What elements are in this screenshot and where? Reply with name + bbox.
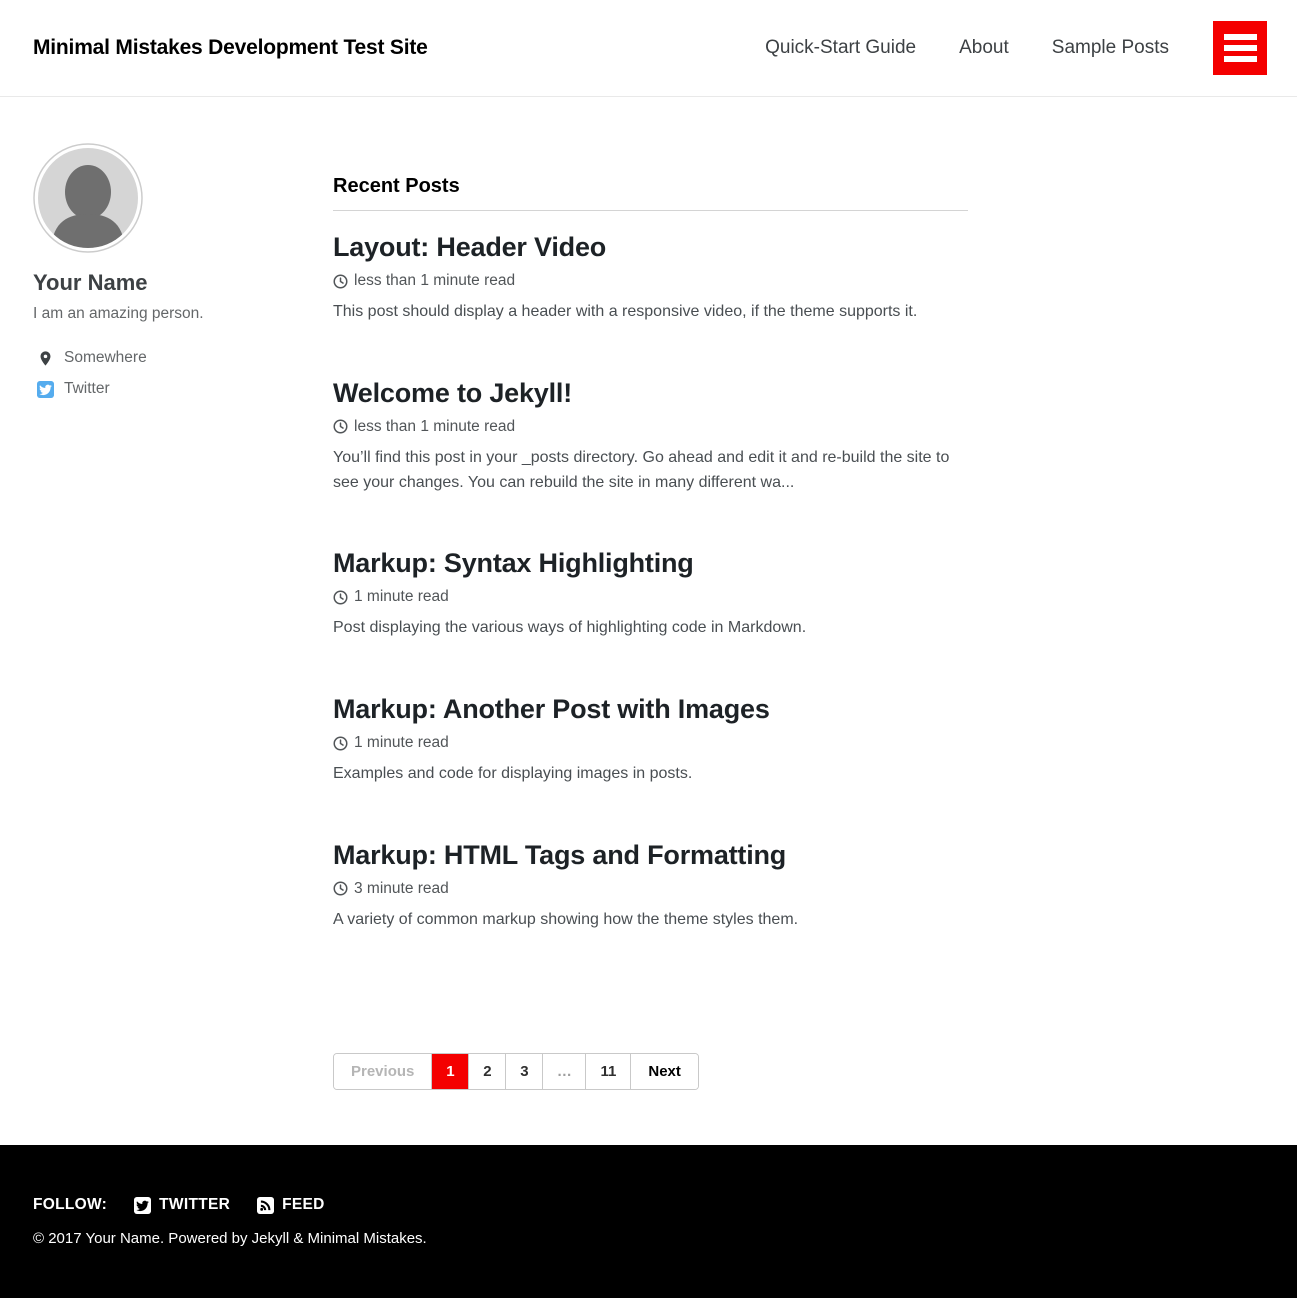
recent-posts-section [333,97,968,1145]
site-title[interactable]: Minimal Mistakes Development Test Site [33,36,428,59]
nav-link-about[interactable]: About [959,37,1009,58]
person-silhouette-icon [33,143,143,253]
pagination-page-3[interactable]: 3 [506,1054,543,1089]
location-pin-icon [37,350,54,367]
nav-link-sample-posts[interactable]: Sample Posts [1051,37,1169,58]
hamburger-menu-button[interactable] [1213,21,1267,75]
post-title-link[interactable]: Markup: Syntax Highlighting [333,548,694,579]
post-excerpt: You’ll find this post in your _posts directory. Go ahead and edit it and re-build the site to see your changes. You can rebuild the site in many different wa... [333,448,950,491]
masthead-nav [765,37,1169,59]
post-excerpt: Examples and code for displaying images in posts. [333,765,693,783]
footer-follow-row [33,1196,1264,1214]
post-read-time: 1 minute read [333,734,968,752]
post-title-link[interactable]: Markup: HTML Tags and Formatting [333,839,787,870]
page-content [0,97,1297,1145]
page-title: Recent Posts [333,175,968,211]
author-links [33,349,333,398]
clock-icon [333,274,348,289]
post-title-link[interactable]: Welcome to Jekyll! [333,377,572,408]
post-title-link[interactable]: Layout: Header Video [333,232,607,262]
pagination-page-2[interactable]: 2 [469,1054,506,1089]
rss-square-icon [257,1197,274,1214]
twitter-square-icon [134,1197,151,1214]
twitter-icon [37,381,54,398]
post-excerpt: Post displaying the various ways of highlighting code in Markdown. [333,619,807,637]
post-item [333,548,968,641]
pagination [333,1053,699,1090]
post-item [333,232,968,325]
clock-icon [333,736,348,751]
author-bio: I am an amazing person. [33,305,204,322]
footer-feed-label: FEED [282,1196,325,1213]
follow-label: FOLLOW: [33,1196,108,1213]
footer-feed-link[interactable] [257,1196,325,1214]
post-item [333,378,968,496]
post-item [333,694,968,787]
clock-icon [333,881,348,896]
post-title-link[interactable]: Markup: Another Post with Images [333,694,770,725]
author-twitter-link[interactable] [33,380,333,398]
pagination-ellipsis: … [543,1054,586,1089]
avatar [33,143,143,253]
clock-icon [333,419,348,434]
footer-copyright: © 2017 Your Name. Powered by Jekyll & Minimal Mistakes. [33,1230,427,1247]
author-twitter-label: Twitter [64,380,110,397]
nav-link-quick-start-guide[interactable]: Quick-Start Guide [765,37,917,58]
pagination-page-11[interactable]: 11 [586,1054,631,1089]
post-excerpt: A variety of common markup showing how the theme styles them. [333,910,799,928]
hamburger-icon [1224,34,1257,40]
author-location-label: Somewhere [64,349,147,366]
post-read-time: 3 minute read [333,880,968,898]
pagination-next-button[interactable]: Next [631,1054,698,1089]
pagination-previous-button[interactable]: Previous [334,1054,432,1089]
post-excerpt: This post should display a header with a responsive video, if the theme supports it. [333,303,918,320]
site-footer [0,1145,1297,1298]
post-item [333,840,968,933]
post-read-time: less than 1 minute read [333,418,968,436]
post-read-time: less than 1 minute read [333,272,968,290]
author-name: Your Name [33,270,148,295]
footer-twitter-link[interactable] [134,1196,230,1214]
author-sidebar [33,97,333,1145]
clock-icon [333,590,348,605]
author-location [33,349,333,367]
post-read-time: 1 minute read [333,588,968,606]
masthead [0,0,1297,97]
pagination-page-1-current[interactable]: 1 [432,1054,469,1089]
footer-twitter-label: TWITTER [159,1196,231,1213]
